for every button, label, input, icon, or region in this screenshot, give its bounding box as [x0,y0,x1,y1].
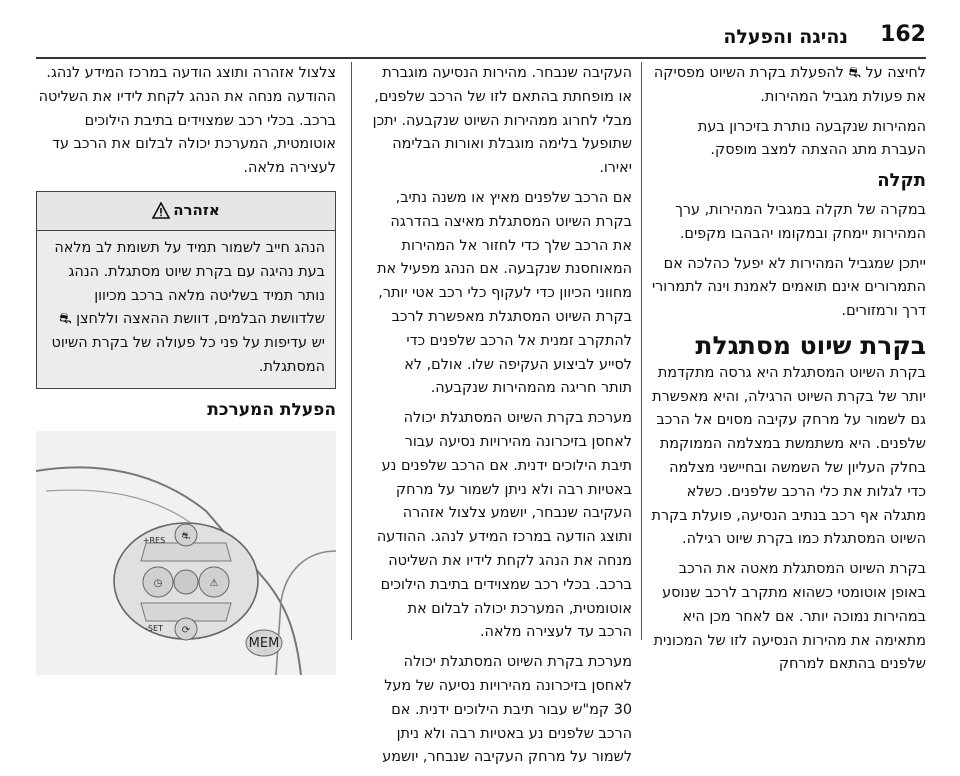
paragraph: העקיבה שנבחר. מהירות הנסיעה מוגברת או מופחתת בהתאם לזו של הרכב שלפנים, מבלי לחרוג ממהירות השיוט שנקבעה. יתכן שתופעל בלימה מוגבלת ואורות הבלימה יאירו. [372,65,632,177]
warning-header [37,192,335,231]
page-header [0,0,960,58]
paragraph: במקרה של תקלה במגביל המהירות, ערך המהירות יימחק ובמקומו יהבהבו מקפים. [675,201,926,242]
set-label: SET- [145,623,163,633]
column-right [650,62,926,683]
header-rule [36,57,926,59]
paragraph: מערכת בקרת השיוט המסתגלת יכולה לאחסן בזיכרונה מהירויות נסיעה עבור תיבת הילוכים ידנית. אם הרכב שלפנים נע באטיות רבה ולא ניתן לשמור על מרחק העקיבה שנבחר, יושמע צלצול אזהרה ותוצג הודעה במרכז המידע לנהג. ההודעה מנחה את הנהג לקחת לידיו את השליטה ברכב. בכלי רכב שמצוידים בתיבת הילוכים אוטומטית, המערכת יכולה לבלום את הרכב עד לעצירה מלאה. [376,410,632,641]
svg-text:⟳: ⟳ [181,624,191,636]
steering-wheel-controls-illustration [36,431,336,675]
warning-title: אזהרה [173,201,220,220]
svg-text:◷: ◷ [153,577,163,589]
svg-text:⛐: ⛐ [181,530,191,542]
warning-triangle-icon [152,202,170,219]
svg-text:⚠: ⚠ [209,577,219,589]
warning-text: הנהג חייב לשמור תמיד על תשומת לב מלאה בעת נהיגה עם בקרת שיוט מסתגלת. הנהג נותר תמיד בשליטה מלאה ברכב מכיוון שלדוושת הבלמים, דוושת ההאצה וללחצן ⛐ יש עדיפות על פני כל פעולה של בקרת השיוט המסתגלת. [51,239,325,375]
paragraph: בקרת השיוט המסתגלת מאטה את הרכב באופן אוטומטי כשהוא מתקרב לרכב שנוסע במהירות נמוכה יותר. אם לאחר מכן היא מתאימה את מהירות הנסיעה לזו של המכונית שלפנים בהתאם למרחק [653,561,926,673]
paragraph: לחיצה על ⛐ להפעלת בקרת השיוט מפסיקה את פעולת מגביל המהירות. [653,65,926,105]
paragraph: צלצול אזהרה ותוצג הודעה במרכז המידע לנהג. ההודעה מנחה את הנהג לקחת לידיו את השליטה ברכב. בכלי רכב שמצוידים בתיבת הילוכים אוטומטית, המערכת יכולה לבלום את הרכב עד לעצירה מלאה. [38,65,336,177]
paragraph: מערכת בקרת השיוט המסתגלת יכולה לאחסן בזיכרונה מהירויות נסיעה של מעל 30 קמ"ש עבור תיבת הילוכים ידנית. אם הרכב שלפנים נע באטיות רבה ולא ניתן לשמור על מרחק העקיבה שנבחר, יושמע [382,654,632,766]
column-divider [641,62,642,640]
paragraph: ייתכן שמגביל המהירות לא יפעל כהלכה אם התמרורים אינם תואמים לאמנת וינה לתמרורי דרך ורמזורים. [651,255,926,320]
column-left [36,62,336,675]
page-number: 162 [880,22,926,47]
paragraph: אם הרכב שלפנים מאיץ או משנה נתיב, בקרת השיוט המסתגלת מאיצה בהדרגה את הרכב שלך כדי לחזור אל המהירות המאוחסנת שנקבעה. אם הנהג מפעיל את מחווני הכיוון כדי לעקוף כלי רכב אטי יותר, בקרת השיוט המסתגלת מאפשרת לרכב להתקרב זמנית אל הרכב שלפנים כדי לסייע לביצוע העקיפה שלו. אולם, לא תותר חריגה מהמהירות שנקבעה. [377,189,632,397]
section-heading-adaptive-cruise: בקרת שיוט מסתגלת [695,330,926,360]
paragraph: המהירות שנקבעה נותרת בזיכרון בעת העברת מתג ההצתה למצב מופסק. [697,118,926,159]
mem-label: MEM [248,635,280,651]
running-title: נהיגה והפעלה [723,26,848,48]
warning-body [37,231,335,388]
section-heading-fault: תקלה [877,170,926,192]
paragraph: בקרת השיוט המסתגלת היא גרסה מתקדמת יותר של בקרת השיוט הרגילה, והיא מאפשרת גם לשמור על מרחק עקיבה מסוים אל הרכב שלפנים. היא משתמשת במצלמה הממוקמת בחלק העליון של השמשה ובחיישני מצלמה כדי לגלות את כלי הרכב שלפנים. כשלא מתגלה אף רכב בנתיב הנסיעה, פועלת בקרת השיוט המסתגלת כמו בקרת שיוט רגילה. [651,364,926,548]
warning-box [36,191,336,389]
column-middle [372,62,632,776]
section-heading-activation: הפעלת המערכת [207,399,336,420]
res-label: RES+ [142,535,166,545]
column-divider [351,62,352,640]
